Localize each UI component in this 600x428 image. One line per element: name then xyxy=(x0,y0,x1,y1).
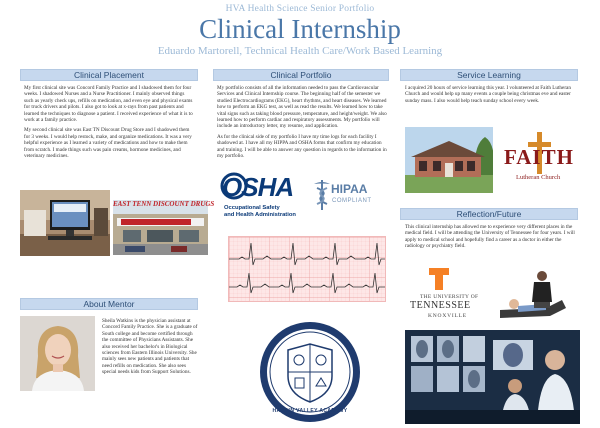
ekg-strip xyxy=(228,236,386,302)
poster-subtitle: Eduardo Martorell, Technical Health Care/Work Based Learning xyxy=(157,45,443,57)
faith-wordmark: FAITH xyxy=(504,145,574,169)
church-photo xyxy=(405,127,493,193)
hipaa-caption: COMPLIANT xyxy=(332,198,372,204)
clinical-placement-p1: My first clinical site was Concord Family Practice and I shadowed them for four weeks. I shadowed Nurses and a Nurse Practitioner. I mainly observed things such as yearly check ups, refills on medication, and even eye and physical exams for truck drivers and pilots. I also got to look at x-rays from past patients and learned the techniques to diagnose a patient. I received experience of what it is to work at a family practice. xyxy=(24,85,193,124)
drug-store-photo xyxy=(113,200,208,255)
reflection-heading: Reflection/Future xyxy=(400,208,578,220)
ut-line2: TENNESSEE xyxy=(410,300,471,311)
osha-caption-line1: Occupational Safety xyxy=(224,205,280,211)
radiology-photo xyxy=(405,330,580,424)
osha-caption xyxy=(224,205,296,219)
office-computer-photo xyxy=(20,190,110,256)
osha-caption-line2: and Health Administration xyxy=(224,212,296,218)
clinical-portfolio-p2: As for the clinical side of my portfolio I have my time logs for each facility I shadowed at. I have all my HIPPA and OSHA forms that confirm my education and training. I will be able to answer any question in regards to the information in my portfolio. xyxy=(217,133,387,160)
clinical-placement-text xyxy=(24,85,194,163)
drug-store-sign: EAST TENN DISCOUNT DRUGS xyxy=(113,200,215,208)
clinical-portfolio-p1: My portfolio consists of all the information needed to pass the Cardiovascular Services and Clinical Internship course. The beginning half of the semester we studied Electrocardiograms (EKG), heart rhythms, and heart diseases. We learned how to perform an EKG test, as well as read the results. We learned how to take vital signs such as taking blood pressure, temperature, and height/weight. We also learned how to perform cardiac and respiratory assessments. My portfolio will include an introductory letter, my resume, and application. xyxy=(217,85,387,130)
service-learning-text: I acquired 20 hours of service learning this year. I volunteered at Faith Lutheran Church and would help up many events a couple being christmas eve and easter sunday mass. I also would help teach sunday school every week. xyxy=(405,85,571,104)
ut-line1: THE UNIVERSITY OF xyxy=(420,294,479,300)
hipaa-wordmark: HIPAA xyxy=(331,182,368,196)
mentor-photo xyxy=(20,316,95,391)
faith-caption: Lutheran Church xyxy=(516,174,561,181)
osha-wordmark: OSHA xyxy=(222,172,294,202)
hva-seal-text: HARDIN VALLEY ACADEMY xyxy=(272,408,348,414)
clinical-portfolio-text xyxy=(217,85,387,163)
poster-title: Clinical Internship xyxy=(199,14,401,44)
caduceus-icon xyxy=(312,178,332,212)
reflection-text: This clinical internship has allowed me to experience very different places in the medical field. I will be attending the University of Tennessee for four years. I will apply to medical school and hopefully find a career as a doctor in either the radiology or psychiatry field. xyxy=(405,224,575,250)
ut-line3: KNOXVILLE xyxy=(428,313,467,319)
clinical-portfolio-heading: Clinical Portfolio xyxy=(213,69,389,81)
about-mentor-text: Sheila Watkins is the physician assistant at Concord Family Practice. She is a graduate of South college and become certified through the committee of Physicians Assistants. She also received her bachelor's in Biological sciences from Eastern Illinois University. She mainly sees new patients and patients that need refills on medication. She also sees special needs kids from Support Solutions. xyxy=(102,318,198,376)
clinical-placement-heading: Clinical Placement xyxy=(20,69,198,81)
about-mentor-heading: About Mentor xyxy=(20,298,198,310)
service-learning-heading: Service Learning xyxy=(400,69,578,81)
psychiatry-photo xyxy=(490,264,580,326)
ut-power-t-icon xyxy=(428,266,450,292)
poster-supertitle: HVA Health Science Senior Portfolio xyxy=(225,4,375,14)
clinical-placement-p2: My second clinical site was East TN Discount Drug Store and I shadowed them for 3 weeks. I would help restock, make, and organize medications. It was a very helpful experience as I learned a variety of medications and how to make them from scratch. I made things such was pain creams, hormone medicines, and veterinary medicines. xyxy=(24,127,192,160)
